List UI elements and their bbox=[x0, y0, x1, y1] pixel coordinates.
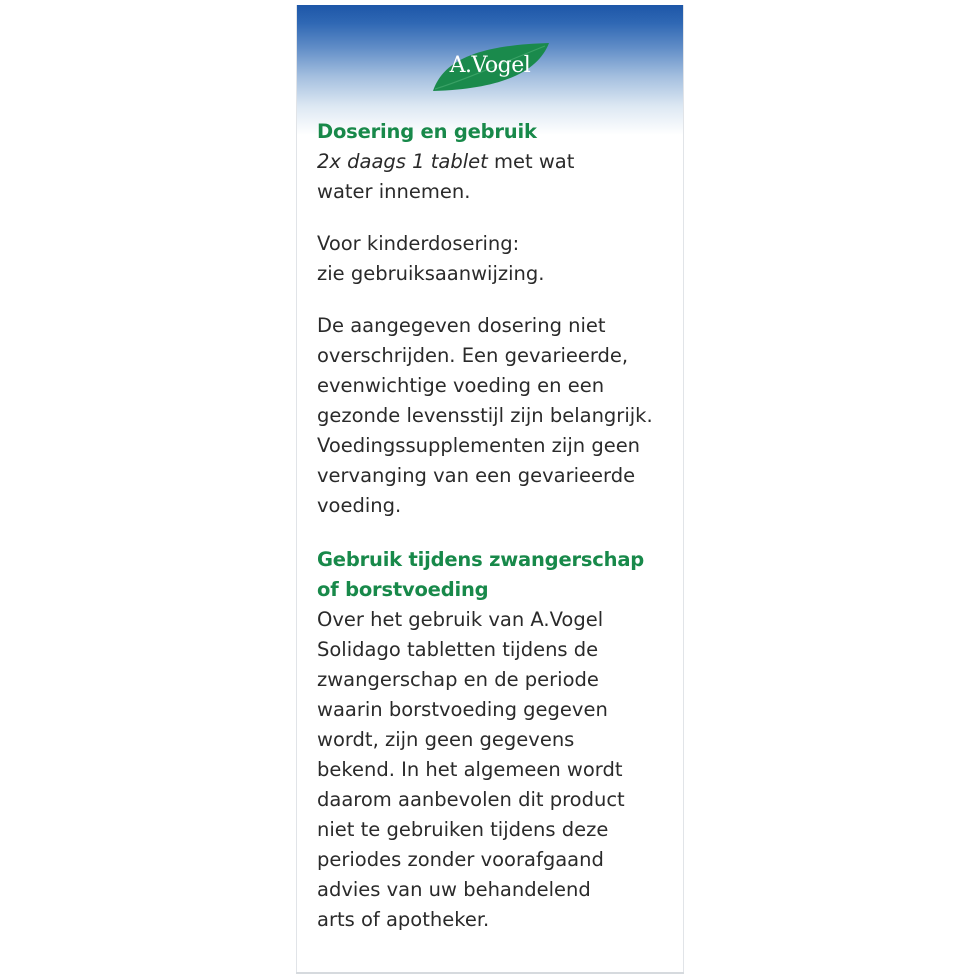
pregnancy-line: zwangerschap en de periode bbox=[317, 668, 599, 691]
logo-wordmark: A.Vogel bbox=[449, 53, 531, 78]
warning-line: voeding. bbox=[317, 494, 402, 517]
avogel-logo bbox=[427, 39, 553, 95]
dosering-section bbox=[317, 117, 677, 207]
warning-line: vervanging van een gevarieerde bbox=[317, 464, 636, 487]
panel-bottom-edge bbox=[296, 972, 684, 974]
pregnancy-line: advies van uw behandelend bbox=[317, 878, 591, 901]
dosering-dose-rest: met wat bbox=[487, 150, 575, 173]
kinder-section bbox=[317, 229, 677, 289]
kinder-line-2: zie gebruiksaanwijzing. bbox=[317, 262, 545, 285]
pregnancy-line: wordt, zijn geen gegevens bbox=[317, 728, 575, 751]
pregnancy-line: niet te gebruiken tijdens deze bbox=[317, 818, 609, 841]
pregnancy-line: bekend. In het algemeen wordt bbox=[317, 758, 623, 781]
pregnancy-line: Solidago tabletten tijdens de bbox=[317, 638, 599, 661]
dosering-line-2: water innemen. bbox=[317, 180, 471, 203]
dosering-line-1 bbox=[317, 147, 677, 177]
dosering-dose: 2x daags 1 tablet bbox=[317, 150, 488, 173]
pregnancy-heading-line-2: of borstvoeding bbox=[317, 578, 489, 601]
dosering-heading: Dosering en gebruik bbox=[317, 120, 537, 143]
pregnancy-line: waarin borstvoeding gegeven bbox=[317, 698, 608, 721]
pregnancy-line: periodes zonder voorafgaand bbox=[317, 848, 604, 871]
warning-line: evenwichtige voeding en een bbox=[317, 374, 605, 397]
kinder-line-1: Voor kinderdosering: bbox=[317, 232, 520, 255]
pregnancy-line: daarom aanbevolen dit product bbox=[317, 788, 625, 811]
pregnancy-section bbox=[317, 545, 677, 935]
warning-line: De aangegeven dosering niet bbox=[317, 314, 606, 337]
warning-section bbox=[317, 311, 677, 521]
warning-line: overschrijden. Een gevarieerde, bbox=[317, 344, 629, 367]
pregnancy-heading-line-1: Gebruik tijdens zwangerschap bbox=[317, 548, 645, 571]
warning-line: Voedingssupplementen zijn geen bbox=[317, 434, 641, 457]
pregnancy-line: arts of apotheker. bbox=[317, 908, 490, 931]
package-side-panel bbox=[296, 5, 684, 973]
label-text-content bbox=[317, 117, 677, 935]
pregnancy-line: Over het gebruik van A.Vogel bbox=[317, 608, 604, 631]
warning-line: gezonde levensstijl zijn belangrijk. bbox=[317, 404, 653, 427]
